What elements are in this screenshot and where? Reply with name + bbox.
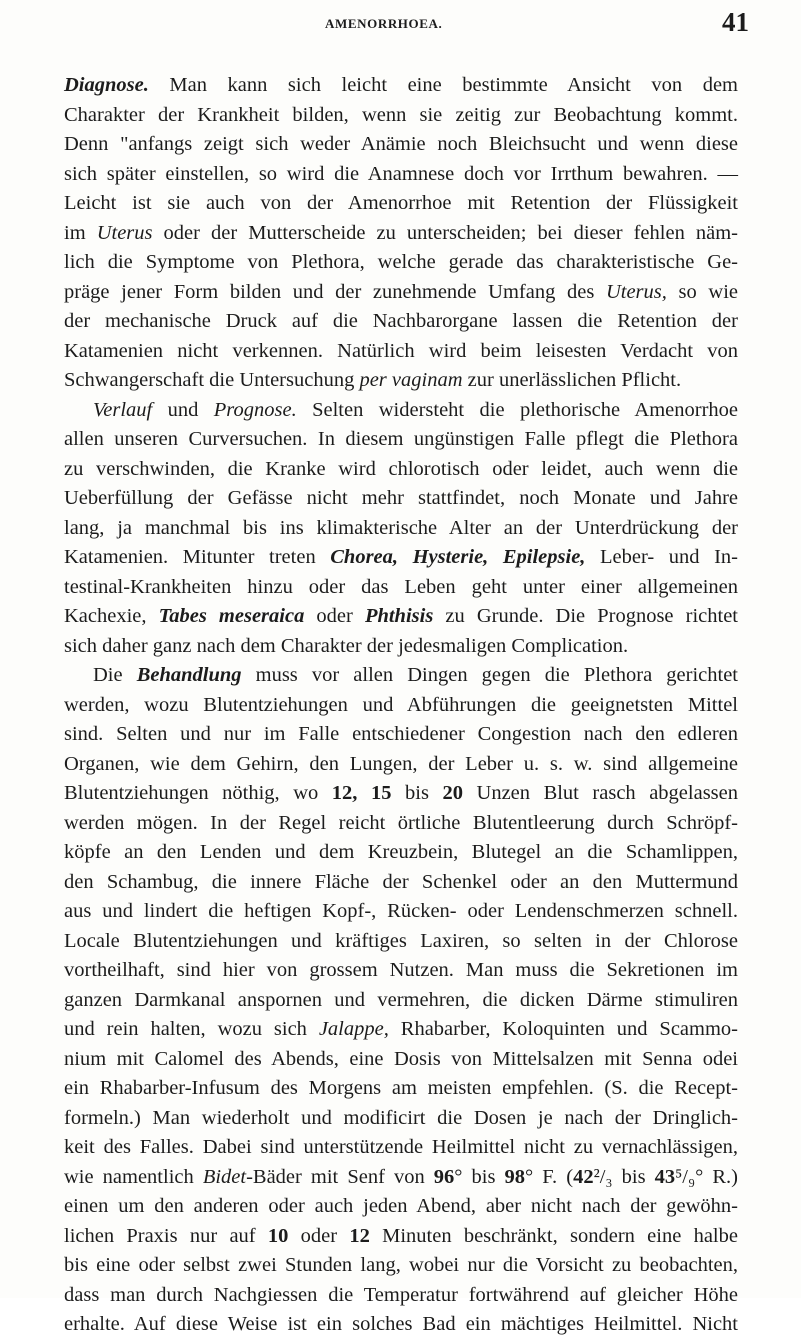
emphasized-text: Verlauf <box>93 398 153 421</box>
text-line <box>64 425 738 455</box>
text-segment: so wie <box>666 280 738 303</box>
text-segment: einen um den anderen oder auch jeden Abend, aber nicht nach der gewöhn- <box>64 1195 738 1217</box>
text-segment: Schwangerschaft die Untersuchung <box>64 369 360 391</box>
text-segment: muss vor allen Dingen gegen die Plethora gerichtet <box>241 664 738 686</box>
emphasized-text: Uterus, <box>605 280 667 303</box>
text-line <box>64 602 738 632</box>
text-line <box>64 219 738 249</box>
page-number: 41 <box>722 7 749 37</box>
emphasized-text: 12, <box>331 782 358 804</box>
text-segment: Leicht ist sie auch von der Amenorrhoe mit Retention der Flüssigkeit <box>64 192 738 214</box>
text-line <box>64 248 738 278</box>
text-line <box>64 691 738 721</box>
emphasized-text: 96 <box>433 1165 455 1188</box>
text-segment: Ueberfüllung der Gefässe nicht mehr stattfindet, noch Monate und Jahre <box>64 487 738 509</box>
text-line <box>64 750 738 780</box>
text-segment: lich die Symptome von Plethora, welche gerade das charakteristische Ge- <box>64 251 738 273</box>
text-line <box>64 1133 738 1163</box>
text-line <box>64 484 738 514</box>
text-segment: Selten widersteht die plethorische Amenorrhoe <box>296 398 738 421</box>
text-segment: Man kann sich leicht eine bestimmte Ansicht von dem <box>148 74 738 96</box>
text-segment: und <box>152 398 214 421</box>
text-line <box>64 278 738 308</box>
text-segment: zur unerlässlichen Pflicht. <box>462 369 682 391</box>
text-line <box>64 661 738 691</box>
text-line <box>64 543 738 573</box>
text-line <box>64 160 738 190</box>
text-segment: aus und lindert die heftigen Kopf-, Rücken- oder Lendenschmerzen schnell. <box>64 900 738 922</box>
text-line <box>64 396 738 426</box>
text-line <box>64 366 738 396</box>
emphasized-text: 43 <box>654 1165 676 1188</box>
text-line <box>64 514 738 544</box>
text-segment: Locale Blutentziehungen und kräftiges Laxiren, so selten in der Chlorose <box>64 929 738 952</box>
text-line <box>64 307 738 337</box>
text-segment: Rhabarber, Koloquinten und Scammo- <box>388 1018 738 1040</box>
text-segment: lichen Praxis nur auf <box>64 1224 268 1247</box>
text-segment: formeln.) Man wiederholt und modificirt die Dosen je nach der Dringlich- <box>64 1106 738 1129</box>
text-line <box>64 337 738 367</box>
text-segment: vortheilhaft, sind hier von grossem Nutzen. Man muss die Sekretionen im <box>64 959 738 981</box>
text-segment: Unzen Blut rasch abgelassen <box>462 782 739 804</box>
text-segment: zu Grunde. Die Prognose richtet <box>433 605 738 627</box>
emphasized-text: 15 <box>370 782 392 804</box>
text-line <box>64 897 738 927</box>
text-segment: ° bis <box>454 1165 505 1188</box>
emphasized-text: Diagnose. <box>64 74 149 96</box>
emphasized-text: 12 <box>349 1224 370 1247</box>
text-line <box>64 1281 738 1311</box>
text-segment: -Bäder mit Senf von <box>246 1165 434 1188</box>
text-line <box>64 1251 738 1281</box>
text-line <box>64 720 738 750</box>
text-line <box>64 1310 738 1340</box>
emphasized-text: Jalappe, <box>318 1018 389 1040</box>
text-segment: dass man durch Nachgiessen die Temperatur fortwährend auf gleicher Höhe <box>64 1283 738 1306</box>
text-line <box>64 632 738 662</box>
text-segment: erhalte. Auf diese Weise ist ein solches Bad ein mächtiges Heilmittel. Nicht <box>64 1313 738 1335</box>
body-text <box>64 71 738 1340</box>
text-segment: oder der Mutterscheide zu unterscheiden; bei dieser fehlen näm- <box>152 221 738 244</box>
text-segment: Minuten beschränkt, sondern eine halbe <box>369 1224 738 1247</box>
text-line <box>64 1222 738 1252</box>
emphasized-text: 10 <box>267 1224 289 1247</box>
text-line <box>64 779 738 809</box>
text-segment: ²/₃ bis <box>593 1165 655 1188</box>
text-line <box>64 1192 738 1222</box>
text-segment: den Schambug, die innere Fläche der Schenkel oder an den Muttermund <box>64 870 738 893</box>
text-segment: Kachexie, <box>64 605 159 627</box>
text-segment: allen unseren Curversuchen. In diesem ungünstigen Falle pflegt die Plethora <box>64 428 738 450</box>
text-segment: werden, wozu Blutentziehungen und Abführungen die geeignetsten Mittel <box>64 693 738 716</box>
text-segment: ° F. ( <box>525 1165 574 1188</box>
text-line <box>64 809 738 839</box>
text-segment: Organen, wie dem Gehirn, den Lungen, der Leber u. s. w. sind allgemeine <box>64 752 738 775</box>
text-segment: Katamenien. Mitunter treten <box>64 546 331 568</box>
text-line <box>64 455 738 485</box>
text-segment: keit des Falles. Dabei sind unterstützende Heilmittel nicht zu vernachlässigen, <box>64 1136 738 1158</box>
text-segment: bis eine oder selbst zwei Stunden lang, wobei nur die Vorsicht zu beobachten, <box>64 1254 738 1276</box>
emphasized-text: Phthisis <box>364 605 434 627</box>
text-line <box>64 927 738 957</box>
text-segment: sich daher ganz nach dem Charakter der jedesmaligen Complication. <box>64 634 629 657</box>
text-segment: werden mögen. In der Regel reicht örtliche Blutentleerung durch Schröpf- <box>64 811 738 834</box>
text-line <box>64 573 738 603</box>
text-segment: köpfe an den Lenden und dem Kreuzbein, Blutegel an die Schamlippen, <box>64 841 738 863</box>
text-line <box>64 868 738 898</box>
text-line <box>64 838 738 868</box>
text-line <box>64 1015 738 1045</box>
text-segment: Blutentziehungen nöthig, wo <box>64 782 332 804</box>
emphasized-text: 98 <box>504 1165 526 1188</box>
text-segment: der mechanische Druck auf die Nachbarorgane lassen die Retention der <box>64 310 738 332</box>
text-segment: Denn "anfangs zeigt sich weder Anämie noch Bleichsucht und wenn diese <box>64 133 738 155</box>
text-segment: testinal-Krankheiten hinzu oder das Leben geht unter einer allgemeinen <box>64 575 738 598</box>
text-segment: ein Rhabarber-Infusum des Morgens am meisten empfehlen. (S. die Recept- <box>64 1077 738 1099</box>
emphasized-text: 20 <box>442 782 463 804</box>
running-head <box>0 0 801 60</box>
text-line <box>64 1104 738 1134</box>
text-segment: lang, ja manchmal bis ins klimakterische Alter an der Unterdrückung der <box>64 516 738 539</box>
text-segment: Die <box>93 664 137 686</box>
text-line <box>64 101 738 131</box>
text-line <box>64 1045 738 1075</box>
text-segment: ganzen Darmkanal anspornen und vermehren, die dicken Därme stimuliren <box>64 988 738 1011</box>
text-segment: Charakter der Krankheit bilden, wenn sie zeitig zur Beobachtung kommt. <box>64 103 738 126</box>
text-segment: bis <box>391 782 443 804</box>
emphasized-text: Uterus <box>96 221 153 244</box>
emphasized-text: Bidet <box>202 1165 247 1188</box>
text-segment: Leber- und In- <box>585 546 738 568</box>
text-segment: nium mit Calomel des Abends, eine Dosis von Mittelsalzen mit Senna odei <box>64 1047 738 1070</box>
text-segment: sind. Selten und nur im Falle entschiedener Congestion nach den edleren <box>64 723 738 745</box>
emphasized-text: Tabes meseraica <box>158 605 305 627</box>
text-segment <box>357 782 371 804</box>
text-segment: im <box>64 221 97 244</box>
text-segment: Katamenien nicht verkennen. Natürlich wird beim leisesten Verdacht von <box>64 339 738 362</box>
emphasized-text: per vaginam <box>359 369 463 391</box>
emphasized-text: 42 <box>573 1165 594 1188</box>
text-segment: wie namentlich <box>64 1165 203 1188</box>
text-line <box>64 189 738 219</box>
text-line <box>64 130 738 160</box>
text-segment: und rein halten, wozu sich <box>64 1018 319 1040</box>
emphasized-text: Behandlung <box>136 664 242 686</box>
text-line <box>64 956 738 986</box>
text-line <box>64 986 738 1016</box>
text-segment: präge jener Form bilden und der zunehmende Umfang des <box>64 280 606 303</box>
emphasized-text: Chorea, Hysterie, Epilepsie, <box>330 546 586 568</box>
text-segment: oder <box>288 1224 350 1247</box>
text-segment: oder <box>304 605 365 627</box>
text-line <box>64 1074 738 1104</box>
text-line <box>64 71 738 101</box>
emphasized-text: Prognose. <box>213 398 297 421</box>
running-title: AMENORRHOEA. <box>325 16 443 31</box>
text-line <box>64 1163 738 1193</box>
text-segment: ⁵/₉° R.) <box>675 1165 738 1188</box>
text-segment: sich später einstellen, so wird die Anamnese doch vor Irrthum bewahren. — <box>64 162 738 185</box>
text-segment: zu verschwinden, die Kranke wird chlorotisch oder leidet, auch wenn die <box>64 457 738 480</box>
